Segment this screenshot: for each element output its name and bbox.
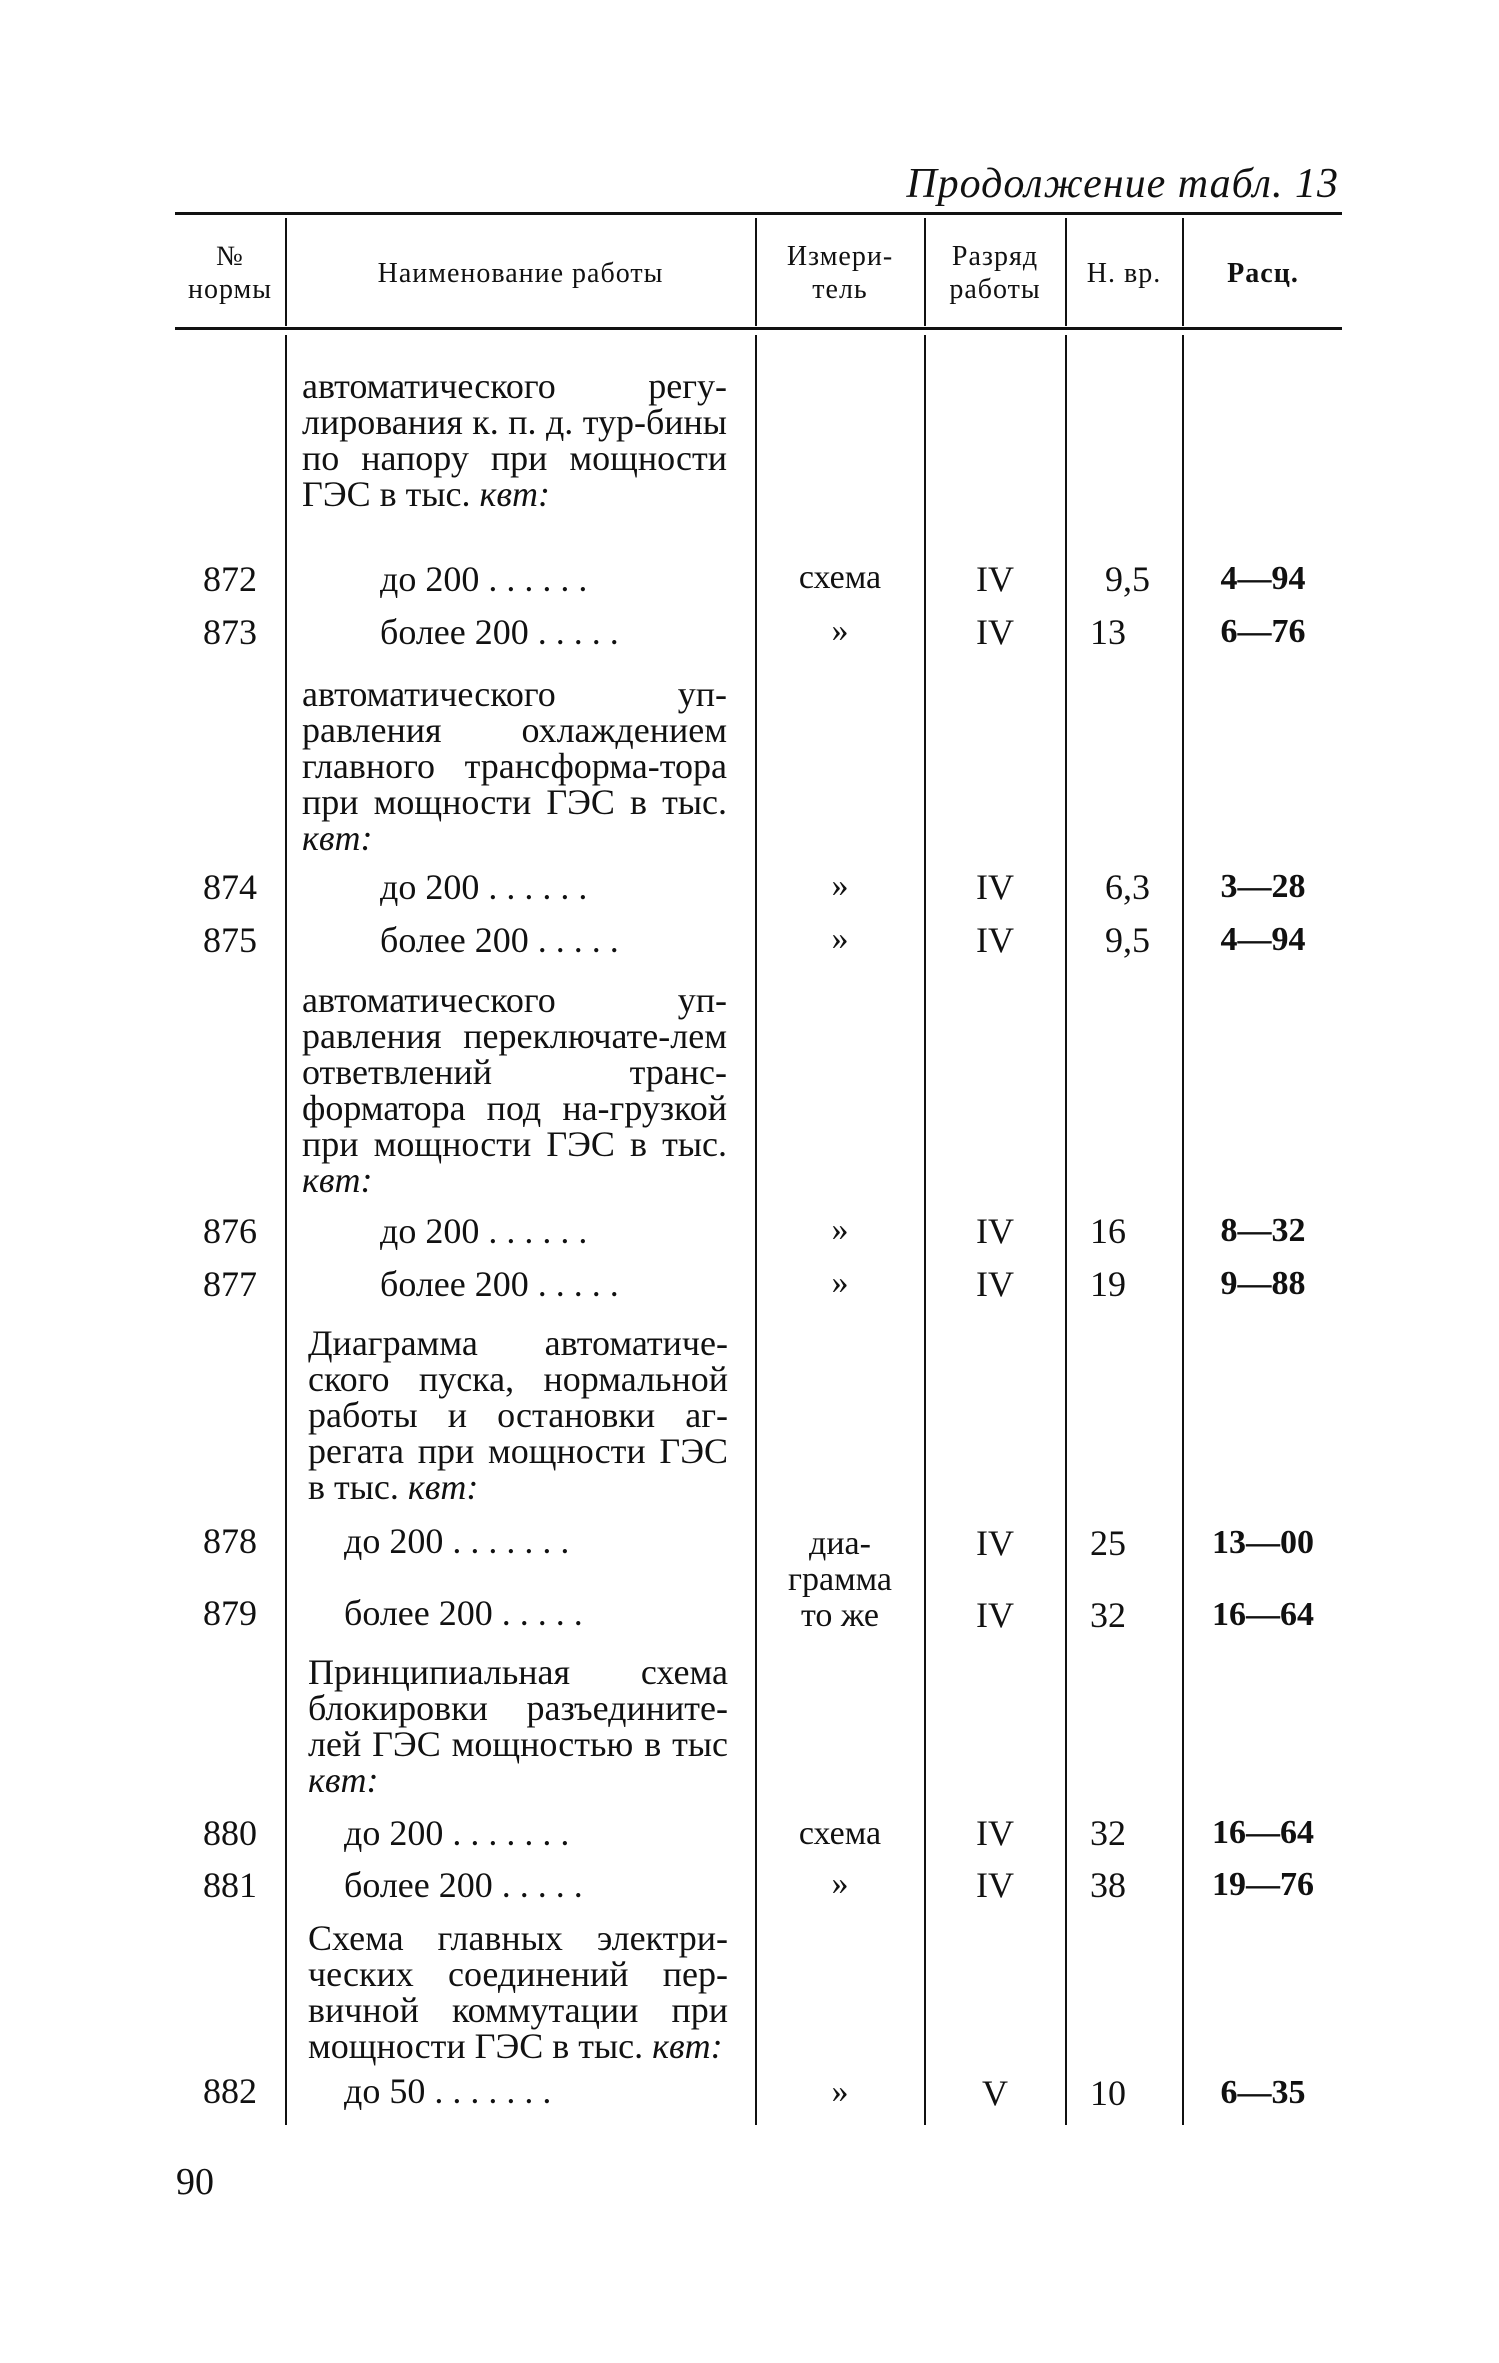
- norm-number: 876: [203, 1211, 257, 1251]
- work-item: [344, 1520, 799, 1562]
- rate-cell: 6—76: [1220, 613, 1306, 650]
- description-text: автоматического уп-равления охлаждением главного трансформа-тора при мощности ГЭС в тыс.: [302, 674, 727, 822]
- grade-cell: IV: [976, 612, 1014, 652]
- header-rate: Расц.: [1227, 257, 1299, 289]
- norm-number: 872: [203, 559, 257, 599]
- time-cell: 13: [1090, 612, 1126, 652]
- norm-number: 881: [203, 1865, 257, 1905]
- item-label: до 200 . . . . . . .: [344, 1813, 575, 1853]
- item-label: более 200 . . . . .: [380, 920, 625, 960]
- header-time: Н. вр.: [1086, 257, 1162, 289]
- body-divider: [1065, 335, 1067, 2125]
- header-unit: Измери- тель: [786, 241, 894, 305]
- item-label: до 50 . . . . . . .: [344, 2071, 557, 2111]
- norm-number: 875: [203, 920, 257, 960]
- time-cell: 38: [1090, 1865, 1126, 1905]
- work-item: [344, 2070, 799, 2112]
- rate-cell: 9—88: [1220, 1265, 1306, 1302]
- unit-cell: диа- грамма: [788, 1525, 892, 1598]
- description-text: Схема главных электри-ческих соединений пер-вичной коммутации при мощности ГЭС в тыс.: [308, 1918, 728, 2066]
- description-text: автоматического уп-равления переключате-лем ответвлений транс-форматора под на-грузкой при мощности ГЭС в тыс.: [302, 980, 727, 1164]
- item-label: более 200 . . . . .: [380, 612, 625, 652]
- time-cell: 9,5: [1105, 920, 1150, 960]
- norm-number: 873: [203, 612, 257, 652]
- work-item: [344, 1812, 799, 1854]
- group-description: [308, 1654, 728, 1798]
- description-text: Диаграмма автоматиче-ского пуска, нормальной работы и остановки аг-регата при мощности ГЭС в тыс.: [308, 1323, 728, 1507]
- group-description: [302, 982, 727, 1198]
- description-unit: квт:: [302, 1160, 373, 1200]
- header-grade: Разряд работы: [949, 241, 1041, 305]
- norm-number: 874: [203, 867, 257, 907]
- item-label: до 200 . . . . . .: [380, 559, 593, 599]
- continuation-caption: Продолжение табл. 13: [906, 161, 1339, 207]
- unit-cell: то же: [800, 1597, 880, 1634]
- rate-cell: 3—28: [1220, 868, 1306, 905]
- rate-cell: 6—35: [1220, 2074, 1306, 2111]
- group-description: [308, 1325, 728, 1505]
- grade-cell: IV: [976, 1264, 1014, 1304]
- rate-cell: 13—00: [1212, 1524, 1314, 1561]
- grade-cell: IV: [976, 1211, 1014, 1251]
- norm-number: 880: [203, 1813, 257, 1853]
- rate-cell: 4—94: [1220, 921, 1306, 958]
- unit-cell: схема: [798, 1815, 882, 1852]
- time-cell: 16: [1090, 1211, 1126, 1251]
- grade-cell: IV: [976, 920, 1014, 960]
- header-norm-no: № нормы: [187, 241, 273, 305]
- grade-cell: IV: [976, 1523, 1014, 1563]
- time-cell: 32: [1090, 1595, 1126, 1635]
- unit-cell: »: [831, 1211, 849, 1248]
- time-cell: 25: [1090, 1523, 1126, 1563]
- time-cell: 32: [1090, 1813, 1126, 1853]
- group-description: [302, 676, 727, 856]
- norm-number: 882: [203, 2071, 257, 2111]
- norm-number: 879: [203, 1593, 257, 1633]
- description-unit: квт:: [302, 818, 373, 858]
- rate-cell: 16—64: [1212, 1814, 1314, 1851]
- table-top-rule: [175, 212, 1342, 215]
- description-text: автоматического регу-лирования к. п. д. тур-бины по напору при мощности ГЭС в тыс.: [302, 366, 727, 514]
- grade-cell: IV: [976, 1595, 1014, 1635]
- group-description: [302, 368, 727, 512]
- time-cell: 10: [1090, 2073, 1126, 2113]
- unit-cell: »: [831, 1865, 849, 1902]
- description-unit: квт:: [308, 1760, 379, 1800]
- grade-cell: V: [982, 2073, 1008, 2113]
- unit-cell: »: [831, 1264, 849, 1301]
- item-label: до 200 . . . . . .: [380, 1211, 593, 1251]
- norm-number: 877: [203, 1264, 257, 1304]
- grade-cell: IV: [976, 1813, 1014, 1853]
- grade-cell: IV: [976, 867, 1014, 907]
- unit-cell: схема: [798, 559, 882, 596]
- group-description: [308, 1920, 728, 2064]
- item-label: более 200 . . . . .: [380, 1264, 625, 1304]
- description-text: Принципиальная схема блокировки разъедините-лей ГЭС мощностью в тыс: [308, 1652, 728, 1764]
- time-cell: 6,3: [1105, 867, 1150, 907]
- header-work-name: Наименование работы: [377, 257, 664, 289]
- rate-cell: 19—76: [1212, 1866, 1314, 1903]
- description-unit: квт:: [652, 2026, 723, 2066]
- rate-cell: 16—64: [1212, 1596, 1314, 1633]
- unit-cell: »: [831, 612, 849, 649]
- unit-cell: »: [831, 2073, 849, 2110]
- description-unit: квт:: [407, 1467, 479, 1507]
- item-label: более 200 . . . . .: [344, 1593, 589, 1633]
- description-unit: квт:: [479, 474, 550, 514]
- grade-cell: IV: [976, 559, 1014, 599]
- norm-number: 878: [203, 1521, 257, 1561]
- item-label: более 200 . . . . .: [344, 1865, 589, 1905]
- work-item: [344, 1864, 799, 1906]
- work-item: [344, 1592, 799, 1634]
- time-cell: 19: [1090, 1264, 1126, 1304]
- page-number: 90: [176, 2161, 214, 2203]
- item-label: до 200 . . . . . .: [380, 867, 593, 907]
- grade-cell: IV: [976, 1865, 1014, 1905]
- unit-cell: »: [831, 920, 849, 957]
- item-label: до 200 . . . . . . .: [344, 1521, 575, 1561]
- rate-cell: 8—32: [1220, 1212, 1306, 1249]
- body-divider: [285, 335, 287, 2125]
- rate-cell: 4—94: [1220, 560, 1306, 597]
- time-cell: 9,5: [1105, 559, 1150, 599]
- unit-cell: »: [831, 867, 849, 904]
